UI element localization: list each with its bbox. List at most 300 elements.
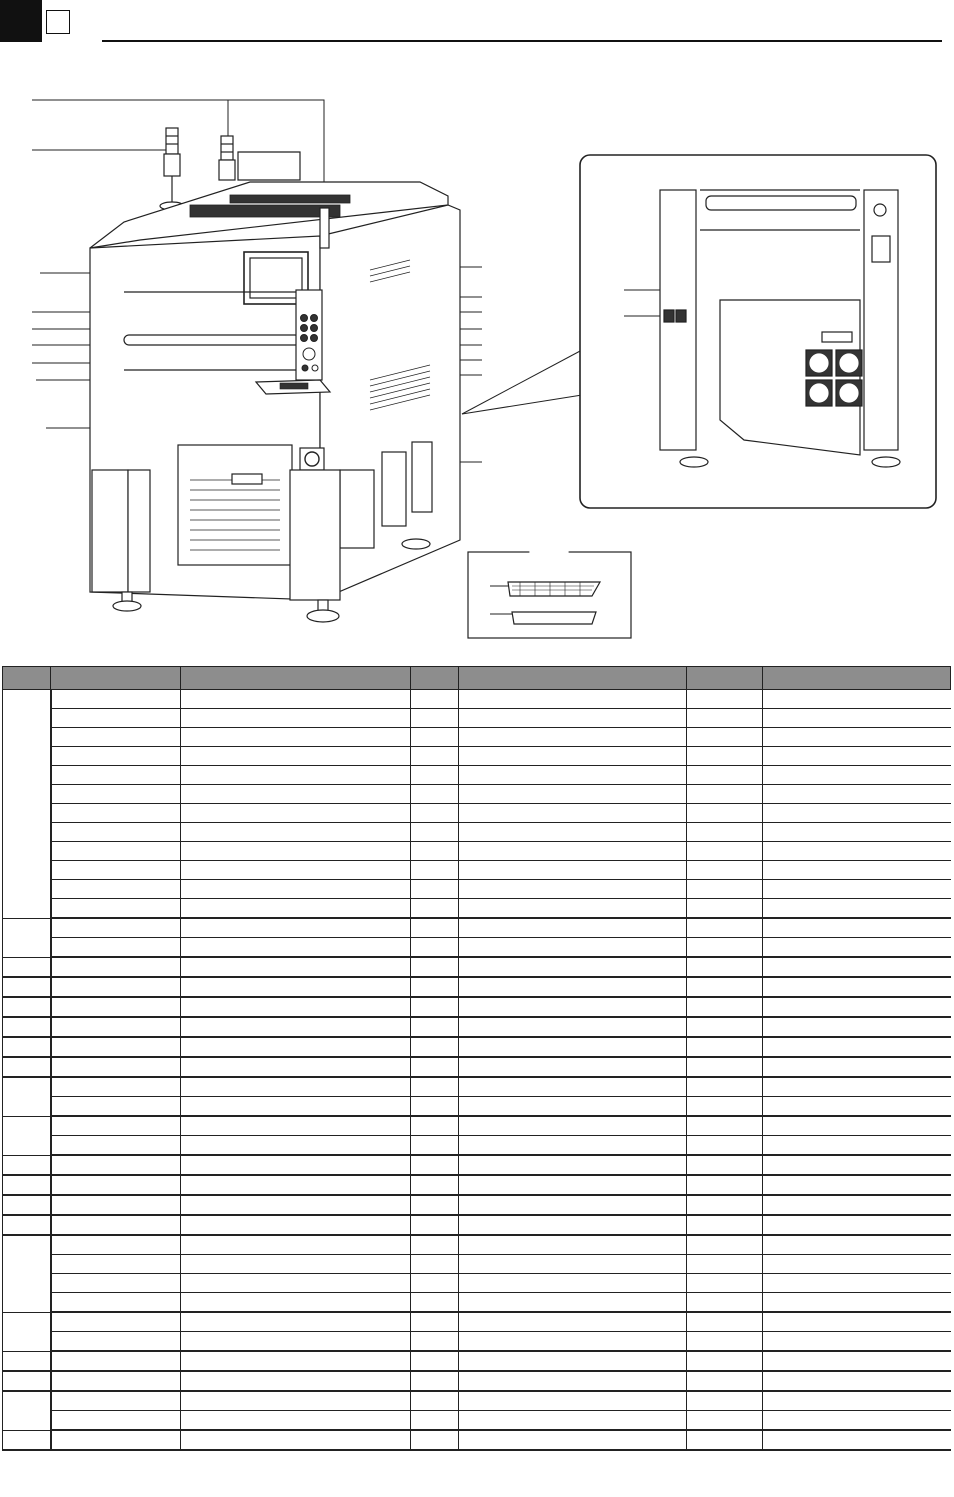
signal-tower-right [219, 136, 235, 180]
table-row [3, 957, 951, 977]
col-header [459, 667, 687, 690]
table-cell [763, 861, 951, 880]
table-cell [459, 938, 687, 958]
table-cell [411, 1255, 459, 1274]
table-cell [411, 785, 459, 804]
table-cell [687, 1037, 763, 1057]
table-row [3, 861, 951, 880]
table-cell [763, 785, 951, 804]
table-cell [687, 823, 763, 842]
signal-tower-left [160, 128, 184, 210]
table-cell [687, 1391, 763, 1411]
table-row [3, 804, 951, 823]
table-cell [687, 957, 763, 977]
table-cell [687, 1371, 763, 1391]
table-cell [459, 1195, 687, 1215]
table-cell [51, 1215, 181, 1235]
table-cell [411, 1057, 459, 1077]
table-cell [51, 1057, 181, 1077]
table-cell [459, 728, 687, 747]
table-row [3, 690, 951, 709]
accessories-box [468, 548, 631, 638]
table-row [3, 997, 951, 1017]
table-cell [411, 690, 459, 709]
table-cell [51, 938, 181, 958]
table-row [3, 977, 951, 997]
table-cell [687, 1255, 763, 1274]
table-row [3, 1391, 951, 1411]
group-label-cell [3, 1017, 51, 1037]
group-label-cell [3, 1077, 51, 1116]
table-cell [411, 728, 459, 747]
table-cell [763, 918, 951, 938]
table-cell [181, 1097, 411, 1117]
table-cell [181, 861, 411, 880]
table-cell [51, 1430, 181, 1450]
table-cell [687, 1175, 763, 1195]
table-row [3, 1255, 951, 1274]
table-cell [459, 1097, 687, 1117]
table-cell [763, 938, 951, 958]
table-cell [411, 1312, 459, 1332]
table-cell [181, 709, 411, 728]
table-cell [51, 880, 181, 899]
table-cell [411, 1037, 459, 1057]
table-cell [51, 1274, 181, 1293]
table-cell [51, 918, 181, 938]
table-cell [51, 861, 181, 880]
table-row [3, 842, 951, 861]
table-cell [459, 1312, 687, 1332]
table-cell [411, 766, 459, 785]
table-row [3, 823, 951, 842]
table-cell [51, 1312, 181, 1332]
table-cell [687, 1077, 763, 1097]
table-cell [181, 1351, 411, 1371]
table-cell [687, 1411, 763, 1431]
table-cell [459, 690, 687, 709]
table-cell [459, 1215, 687, 1235]
table-cell [763, 1037, 951, 1057]
table-cell [687, 842, 763, 861]
table-row [3, 766, 951, 785]
group-label-cell [3, 690, 51, 919]
table-cell [687, 938, 763, 958]
table-cell [459, 1332, 687, 1352]
table-cell [763, 1175, 951, 1195]
table-cell [687, 1116, 763, 1136]
table-row [3, 1274, 951, 1293]
table-cell [459, 880, 687, 899]
table-cell [459, 918, 687, 938]
table-cell [411, 823, 459, 842]
table-row [3, 1371, 951, 1391]
group-label-cell [3, 1057, 51, 1077]
table-cell [687, 747, 763, 766]
table-cell [411, 1274, 459, 1293]
table-cell [411, 747, 459, 766]
group-label-cell [3, 1037, 51, 1057]
table-cell [459, 1017, 687, 1037]
table-cell [687, 690, 763, 709]
table-cell [181, 785, 411, 804]
table-cell [411, 1155, 459, 1175]
table-row [3, 1037, 951, 1057]
table-cell [687, 1097, 763, 1117]
group-label-cell [3, 1391, 51, 1430]
table-cell [181, 1293, 411, 1313]
table-cell [763, 766, 951, 785]
table-cell [459, 1391, 687, 1411]
table-cell [411, 1136, 459, 1156]
table-row [3, 747, 951, 766]
machine-body [90, 152, 460, 622]
table-cell [459, 785, 687, 804]
table-row [3, 1116, 951, 1136]
table-cell [459, 1175, 687, 1195]
table-cell [411, 804, 459, 823]
table-cell [459, 1077, 687, 1097]
table-row [3, 1017, 951, 1037]
group-label-cell [3, 1116, 51, 1155]
group-label-cell [3, 1371, 51, 1391]
col-header [3, 667, 51, 690]
table-cell [687, 1057, 763, 1077]
table-cell [687, 785, 763, 804]
table-cell [411, 1371, 459, 1391]
table-cell [763, 1430, 951, 1450]
table-cell [411, 1097, 459, 1117]
table-row [3, 880, 951, 899]
table-cell [687, 709, 763, 728]
table-cell [51, 690, 181, 709]
col-header [181, 667, 411, 690]
table-cell [411, 997, 459, 1017]
group-label-cell [3, 1351, 51, 1371]
table-row [3, 1136, 951, 1156]
table-cell [51, 1235, 181, 1255]
table-cell [687, 1274, 763, 1293]
table-row [3, 785, 951, 804]
table-cell [459, 823, 687, 842]
table-cell [459, 1116, 687, 1136]
table-cell [459, 1037, 687, 1057]
table-cell [763, 728, 951, 747]
table-cell [181, 1136, 411, 1156]
table-cell [411, 1332, 459, 1352]
table-cell [181, 899, 411, 919]
table-cell [459, 1411, 687, 1431]
group-label-cell [3, 1430, 51, 1450]
table-cell [763, 823, 951, 842]
table-cell [51, 1155, 181, 1175]
table-cell [51, 823, 181, 842]
table-row [3, 1332, 951, 1352]
table-cell [181, 880, 411, 899]
table-cell [181, 728, 411, 747]
table-cell [51, 1391, 181, 1411]
table-cell [763, 899, 951, 919]
table-cell [687, 1155, 763, 1175]
table-cell [687, 918, 763, 938]
table-cell [181, 977, 411, 997]
table-cell [51, 1293, 181, 1313]
table-cell [181, 1371, 411, 1391]
table-cell [687, 861, 763, 880]
table-cell [51, 747, 181, 766]
table-cell [763, 842, 951, 861]
table-cell [411, 861, 459, 880]
table-cell [763, 1274, 951, 1293]
col-header [51, 667, 181, 690]
table-cell [763, 1017, 951, 1037]
table-cell [181, 938, 411, 958]
group-label-cell [3, 1155, 51, 1175]
group-label-cell [3, 1215, 51, 1235]
table-cell [51, 1116, 181, 1136]
table-cell [51, 728, 181, 747]
table-cell [181, 918, 411, 938]
table-cell [411, 1077, 459, 1097]
table-cell [181, 1215, 411, 1235]
table-cell [459, 1155, 687, 1175]
table-cell [181, 1235, 411, 1255]
group-label-cell [3, 997, 51, 1017]
table-cell [687, 977, 763, 997]
table-cell [181, 842, 411, 861]
table-cell [411, 1391, 459, 1411]
col-header [411, 667, 459, 690]
table-cell [411, 1195, 459, 1215]
table-cell [181, 1430, 411, 1450]
table-cell [459, 977, 687, 997]
table-cell [51, 1332, 181, 1352]
table-cell [763, 1332, 951, 1352]
inset-side-view [580, 155, 936, 508]
table-cell [411, 1293, 459, 1313]
table-cell [763, 1293, 951, 1313]
table-cell [181, 1116, 411, 1136]
table-cell [51, 1097, 181, 1117]
table-cell [763, 1411, 951, 1431]
table-cell [763, 1195, 951, 1215]
table-cell [687, 766, 763, 785]
table-cell [763, 977, 951, 997]
machine-illustration [0, 0, 954, 660]
table-cell [763, 747, 951, 766]
table-row [3, 1430, 951, 1450]
table-row [3, 1215, 951, 1235]
table-cell [687, 1195, 763, 1215]
table-row [3, 1175, 951, 1195]
spec-table [2, 666, 951, 1451]
group-label-cell [3, 977, 51, 997]
table-cell [459, 842, 687, 861]
table-cell [51, 1037, 181, 1057]
table-row [3, 1097, 951, 1117]
table-cell [763, 1351, 951, 1371]
table-cell [181, 1077, 411, 1097]
table-cell [181, 1017, 411, 1037]
table-cell [763, 1235, 951, 1255]
table-cell [459, 997, 687, 1017]
table-cell [411, 1116, 459, 1136]
table-cell [687, 1332, 763, 1352]
table-cell [763, 1136, 951, 1156]
col-header [687, 667, 763, 690]
table-cell [687, 899, 763, 919]
table-cell [411, 1411, 459, 1431]
table-cell [51, 1351, 181, 1371]
group-label-cell [3, 1312, 51, 1351]
table-cell [459, 1255, 687, 1274]
table-cell [459, 899, 687, 919]
group-label-cell [3, 957, 51, 977]
table-cell [411, 977, 459, 997]
table-cell [181, 1312, 411, 1332]
table-cell [51, 957, 181, 977]
table-cell [459, 1293, 687, 1313]
table-row [3, 938, 951, 958]
table-cell [51, 899, 181, 919]
table-cell [763, 1215, 951, 1235]
table-cell [181, 957, 411, 977]
table-cell [459, 1351, 687, 1371]
table-row [3, 1195, 951, 1215]
table-cell [181, 823, 411, 842]
table-cell [459, 1430, 687, 1450]
table-cell [51, 1411, 181, 1431]
table-cell [51, 977, 181, 997]
table-cell [763, 690, 951, 709]
col-header [763, 667, 951, 690]
table-cell [411, 709, 459, 728]
table-cell [181, 747, 411, 766]
table-cell [411, 880, 459, 899]
table-cell [763, 997, 951, 1017]
table-cell [763, 1077, 951, 1097]
table-cell [763, 709, 951, 728]
table-row [3, 1351, 951, 1371]
table-cell [763, 1371, 951, 1391]
table-cell [181, 1175, 411, 1195]
table-cell [51, 785, 181, 804]
table-cell [687, 1312, 763, 1332]
table-cell [459, 1371, 687, 1391]
table-cell [763, 1057, 951, 1077]
table-cell [181, 1155, 411, 1175]
group-label-cell [3, 918, 51, 957]
table-cell [181, 766, 411, 785]
table-cell [687, 1235, 763, 1255]
table-cell [763, 1116, 951, 1136]
table-cell [459, 861, 687, 880]
table-cell [763, 1391, 951, 1411]
table-row [3, 1077, 951, 1097]
table-cell [763, 804, 951, 823]
table-cell [181, 1274, 411, 1293]
group-label-cell [3, 1235, 51, 1312]
table-cell [687, 1430, 763, 1450]
table-cell [411, 918, 459, 938]
table-cell [687, 1215, 763, 1235]
table-cell [687, 804, 763, 823]
table-cell [411, 938, 459, 958]
table-cell [411, 1235, 459, 1255]
table-cell [181, 1411, 411, 1431]
table-cell [51, 804, 181, 823]
table-cell [411, 1351, 459, 1371]
table-cell [459, 1274, 687, 1293]
table-cell [51, 1255, 181, 1274]
table-row [3, 728, 951, 747]
table-cell [763, 1097, 951, 1117]
table-cell [181, 1195, 411, 1215]
table-row [3, 1235, 951, 1255]
table-cell [459, 804, 687, 823]
table-cell [763, 1312, 951, 1332]
table-cell [763, 880, 951, 899]
table-cell [687, 1293, 763, 1313]
table-row [3, 1411, 951, 1431]
table-cell [51, 1371, 181, 1391]
table-cell [687, 997, 763, 1017]
table-cell [181, 1255, 411, 1274]
table-row [3, 709, 951, 728]
table-cell [51, 1136, 181, 1156]
table-cell [51, 1175, 181, 1195]
table-header-row [3, 667, 951, 690]
table-cell [763, 957, 951, 977]
table-cell [411, 842, 459, 861]
table-cell [51, 709, 181, 728]
table-cell [51, 766, 181, 785]
table-cell [411, 957, 459, 977]
table-row [3, 1293, 951, 1313]
table-cell [181, 1037, 411, 1057]
table-row [3, 1155, 951, 1175]
table-cell [687, 880, 763, 899]
table-cell [411, 1215, 459, 1235]
table-cell [459, 1057, 687, 1077]
table-cell [411, 1430, 459, 1450]
table-cell [51, 842, 181, 861]
table-cell [687, 1017, 763, 1037]
table-cell [51, 997, 181, 1017]
table-row [3, 918, 951, 938]
group-label-cell [3, 1195, 51, 1215]
table-cell [687, 728, 763, 747]
table-cell [181, 804, 411, 823]
table-cell [459, 957, 687, 977]
table-cell [181, 997, 411, 1017]
table-cell [687, 1351, 763, 1371]
table-cell [459, 1235, 687, 1255]
table-cell [459, 709, 687, 728]
table-cell [459, 1136, 687, 1156]
table-row [3, 899, 951, 919]
table-cell [763, 1255, 951, 1274]
table-cell [181, 1057, 411, 1077]
table-row [3, 1057, 951, 1077]
table-cell [411, 1175, 459, 1195]
table-cell [51, 1017, 181, 1037]
group-label-cell [3, 1175, 51, 1195]
table-cell [51, 1195, 181, 1215]
table-cell [51, 1077, 181, 1097]
table-cell [687, 1136, 763, 1156]
table-cell [181, 1391, 411, 1411]
